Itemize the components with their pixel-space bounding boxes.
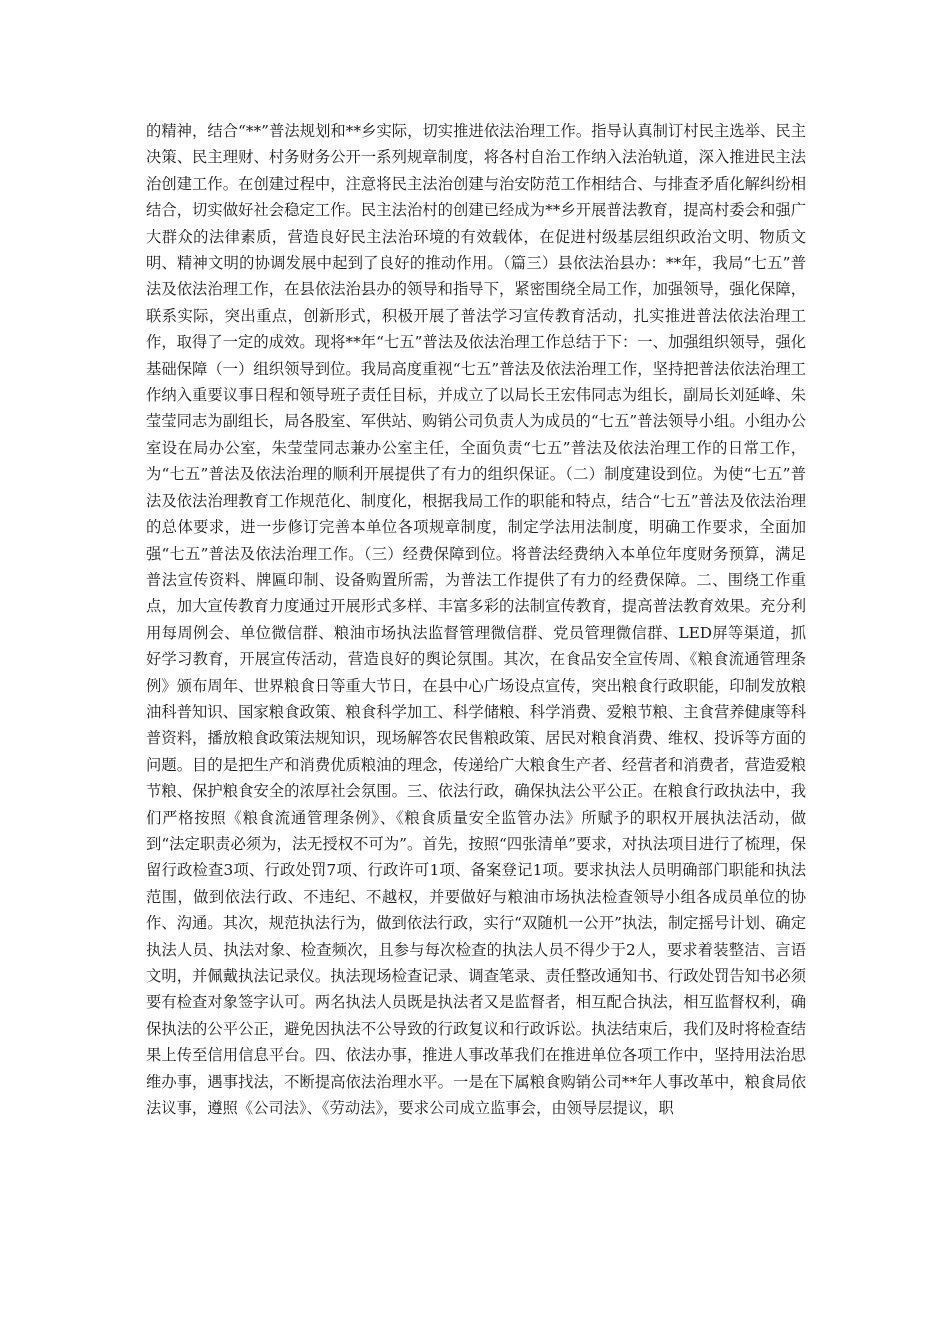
document-body-text: 的精神，结合“**”普法规划和**乡实际，切实推进依法治理工作。指导认真制订村民主选举、民主决策、民主理财、村务财务公开一系列规章制度，将各村自治工作纳入法治轨道，深入推进民主法治创建工作。在创建过程中，注意将民主法治创建与治安防范工作相结合、与排查矛盾化解纠纷相结合，切实做好社会稳定工作。民主法治村的创建已经成为**乡开展普法教育，提高村委会和强广大群众的法律素质，营造良好民主法治环境的有效载体，在促进村级基层组织政治文明、物质文明、精神文明的协调发展中起到了良好的推动作用。（篇三）县依法治县办：**年，我局“七五”普法及依法治理工作，在县依法治县办的领导和指导下，紧密围绕全局工作，加强领导，强化保障，联系实际，突出重点，创新形式，积极开展了普法学习宣传教育活动，扎实推进普法依法治理工作，取得了一定的成效。现将**年“七五”普法及依法治理工作总结于下：一、加强组织领导，强化基础保障（一）组织领导到位。我局高度重视“七五”普法及依法治理工作，坚持把普法依法治理工作纳入重要议事日程和领导班子责任目标，并成立了以局长王宏伟同志为组长，副局长刘延峰、朱莹莹同志为副组长，局各股室、军供站、购销公司负责人为成员的“七五”普法领导小组。小组办公室设在局办公室，朱莹莹同志兼办公室主任，全面负责“七五”普法及依法治理工作的日常工作，为“七五”普法及依法治理的顺利开展提供了有力的组织保证。（二）制度建设到位。为使“七五”普法及依法治理教育工作规范化、制度化，根据我局工作的职能和特点，结合“七五”普法及依法治理的总体要求，进一步修订完善本单位各项规章制度，制定学法用法制度，明确工作要求，全面加强“七五”普法及依法治理工作。（三）经费保障到位。将普法经费纳入本单位年度财务预算，满足普法宣传资料、牌匾印制、设备购置所需，为普法工作提供了有力的经费保障。二、围绕工作重点，加大宣传教育力度通过开展形式多样、丰富多彩的法制宣传教育，提高普法教育效果。充分利用每周例会、单位微信群、粮油市场执法监督管理微信群、党员管理微信群、LED屏等渠道，抓好学习教育，开展宣传活动，营造良好的舆论氛围。其次，在食品安全宣传周、《粮食流通管理条例》颁布周年、世界粮食日等重大节日，在县中心广场设点宣传，突出粮食行政职能，印制发放粮油科普知识、国家粮食政策、粮食科学加工、科学储粮、科学消费、爱粮节粮、主食营养健康等科普资料，播放粮食政策法规知识，现场解答农民售粮政策、居民对粮食消费、维权、投诉等方面的问题。目的是把生产和消费优质粮油的理念，传递给广大粮食生产者、经营者和消费者，营造爱粮节粮、保护粮食安全的浓厚社会氛围。三、依法行政，确保执法公平公正。在粮食行政执法中，我们严格按照《粮食流通管理条例》、《粮食质量安全监管办法》所赋予的职权开展执法活动，做到“法定职责必须为，法无授权不可为”。首先，按照“四张清单”要求，对执法项目进行了梳理，保留行政检查3项、行政处罚7项、行政许可1项、备案登记1项。要求执法人员明确部门职能和执法范围，做到依法行政、不违纪、不越权，并要做好与粮油市场执法检查领导小组各成员单位的协作、沟通。其次，规范执法行为，做到依法行政，实行“双随机一公开”执法，制定摇号计划、确定执法人员、执法对象、检查频次，且参与每次检查的执法人员不得少于2人，要求着装整洁、言语文明，并佩戴执法记录仪。执法现场检查记录、调查笔录、责任整改通知书、行政处罚告知书必须要有检查对象签字认可。两名执法人员既是执法者又是监督者，相互配合执法，相互监督权利，确保执法的公平公正，避免因执法不公导致的行政复议和行政诉讼。执法结束后，我们及时将检查结果上传至信用信息平台。四、依法办事，推进人事改革我们在推进单位各项工作中，坚持用法治思维办事，遇事找法，不断提高依法治理水平。一是在下属粮食购销公司**年人事改革中，粮食局依法议事，遵照《公司法》、《劳动法》，要求公司成立监事会，由领导层提议，职 xyxy=(146,122,806,1118)
